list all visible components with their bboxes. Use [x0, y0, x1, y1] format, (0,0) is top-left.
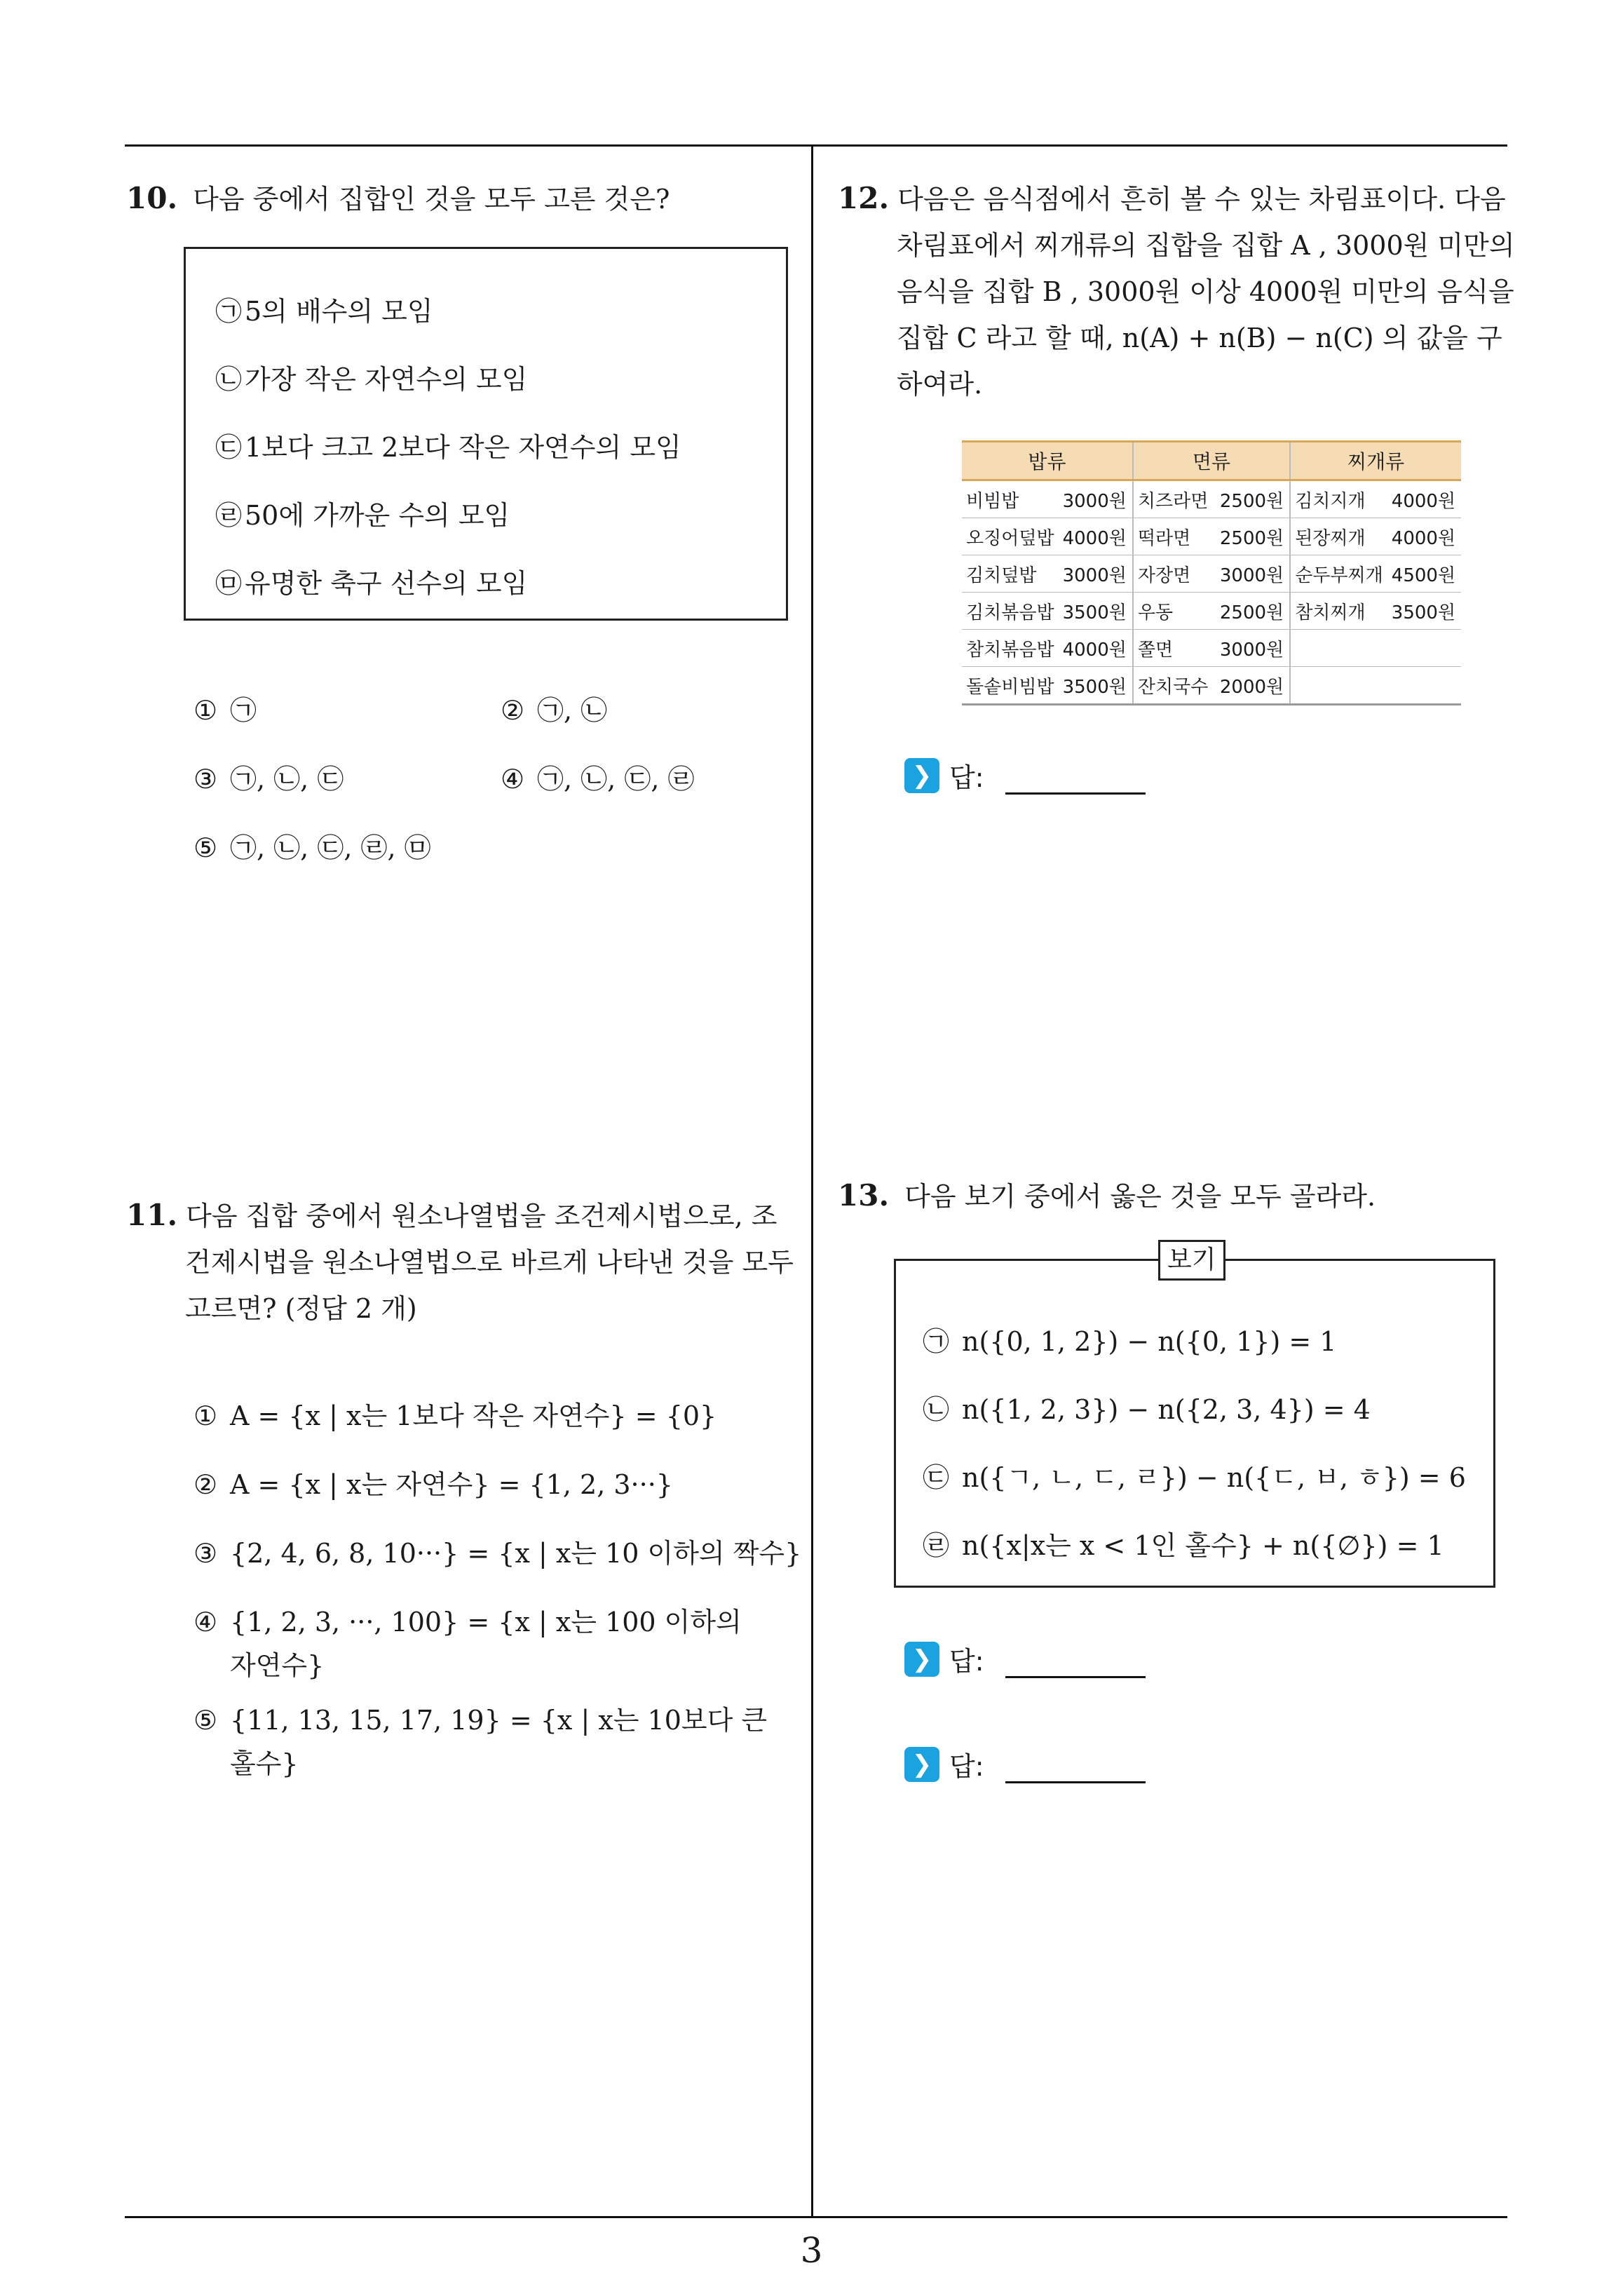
- answer-blank[interactable]: [1005, 764, 1146, 795]
- bottom-rule: [125, 2216, 1507, 2218]
- q11-line: 고르면? (정답 2 개): [185, 1293, 417, 1324]
- q12-line: 집합 C 라고 할 때, n(A) + n(B) − n(C) 의 값을 구: [897, 323, 1502, 353]
- q10-item-box: [184, 247, 788, 621]
- q13-text: 다음 보기 중에서 옳은 것을 모두 골라라.: [904, 1181, 1376, 1212]
- menu-header-noodle: 면류: [1133, 442, 1290, 480]
- q13-prompt: [838, 1173, 1376, 1220]
- q11-line: 건제시법을 원소나열법으로 바르게 나타낸 것을 모두: [185, 1247, 794, 1278]
- table-row: 오징어덮밥 4000원 떡라면 2500원 된장찌개 4000원: [962, 518, 1461, 555]
- q11-choice-3[interactable]: ③ {2, 4, 6, 8, 10···} = {x | x는 10 이하의 짝수}: [193, 1538, 802, 1569]
- q11-choice-1[interactable]: ① A = {x | x는 1보다 작은 자연수} = {0}: [193, 1400, 717, 1431]
- q12-line: 차림표에서 찌개류의 집합을 집합 A , 3000원 미만의: [897, 230, 1515, 261]
- answer-blank[interactable]: [1005, 1753, 1146, 1783]
- q13-number: 13.: [838, 1178, 890, 1213]
- table-row: 김치볶음밥 3500원 우동 2500원 참치찌개 3500원: [962, 593, 1461, 630]
- menu-table: [962, 440, 1461, 705]
- q12-line: 음식을 집합 B , 3000원 이상 4000원 미만의 음식을: [897, 276, 1514, 307]
- menu-header-bap: 밥류: [962, 442, 1133, 480]
- q12-line: 하여라.: [897, 369, 983, 400]
- q13-answer-1[interactable]: [904, 1640, 1146, 1678]
- q10-choice-1[interactable]: ① ㉠: [193, 695, 257, 726]
- q11-choice-4[interactable]: ④ {1, 2, 3, ···, 100} = {x | x는 100 이하의 자연수}: [193, 1607, 742, 1681]
- q13-answer-2[interactable]: [904, 1745, 1146, 1783]
- q10-choice-3[interactable]: ③ ㉠, ㉡, ㉢: [193, 764, 344, 795]
- answer-label: 답:: [949, 1646, 984, 1677]
- q10-box-item: ㉤ 유명한 축구 선수의 모임: [215, 568, 528, 599]
- answer-arrow-icon: ❯: [904, 1642, 939, 1677]
- q10-box-item: ㉠ 5의 배수의 모임: [215, 296, 433, 327]
- q12-number: 12.: [838, 181, 890, 215]
- menu-table-wrap: [962, 440, 1461, 705]
- q11-line: 다음 집합 중에서 원소나열법을 조건제시법으로, 조: [186, 1201, 777, 1231]
- q12-prompt: [838, 175, 1515, 407]
- q13-bogi-box: [894, 1259, 1495, 1588]
- q11-choice-5[interactable]: ⑤ {11, 13, 15, 17, 19} = {x | x는 10보다 큰 홀수}: [193, 1705, 768, 1779]
- q12-answer[interactable]: [904, 756, 1146, 795]
- answer-blank[interactable]: [1005, 1648, 1146, 1678]
- column-divider: [811, 144, 813, 2218]
- table-row: 참치볶음밥 4000원 쫄면 3000원: [962, 630, 1461, 667]
- bogi-label: 보기: [1158, 1240, 1225, 1281]
- q10-choice-5[interactable]: ⑤ ㉠, ㉡, ㉢, ㉣, ㉤: [193, 832, 431, 863]
- answer-label: 답:: [949, 1751, 984, 1782]
- page-number: 3: [800, 2230, 823, 2271]
- answer-arrow-icon: ❯: [904, 758, 939, 793]
- q11-prompt: [126, 1192, 799, 1332]
- answer-arrow-icon: ❯: [904, 1747, 939, 1782]
- top-rule: [125, 144, 1507, 147]
- q10-choice-4[interactable]: ④ ㉠, ㉡, ㉢, ㉣: [501, 764, 695, 795]
- q10-box-item: ㉢ 1보다 크고 2보다 작은 자연수의 모임: [215, 432, 681, 463]
- q10-box-item: ㉣ 50에 가까운 수의 모임: [215, 500, 510, 531]
- q11-choice-2[interactable]: ② A = {x | x는 자연수} = {1, 2, 3···}: [193, 1469, 673, 1500]
- table-row: 비빔밥 3000원 치즈라면 2500원 김치지개 4000원: [962, 480, 1461, 518]
- q13-bogi-item: ㉡ n({1, 2, 3}) − n({2, 3, 4}) = 4: [923, 1394, 1371, 1425]
- menu-header-row: [962, 442, 1461, 480]
- q10-box-item: ㉡ 가장 작은 자연수의 모임: [215, 364, 528, 395]
- q12-line: 다음은 음식점에서 흔히 볼 수 있는 차림표이다. 다음: [897, 184, 1506, 215]
- q11-number: 11.: [126, 1198, 178, 1232]
- q10-prompt: [126, 175, 670, 222]
- q13-bogi-item: ㉢ n({ㄱ, ㄴ, ㄷ, ㄹ}) − n({ㄷ, ㅂ, ㅎ}) = 6: [923, 1462, 1466, 1493]
- menu-header-stew: 찌개류: [1290, 442, 1461, 480]
- q10-text: 다음 중에서 집합인 것을 모두 고른 것은?: [193, 184, 670, 215]
- table-row: 김치덮밥 3000원 자장면 3000원 순두부찌개 4500원: [962, 555, 1461, 593]
- answer-label: 답:: [949, 762, 984, 793]
- q13-bogi-item: ㉣ n({x|x는 x < 1인 홀수} + n({∅}) = 1: [923, 1530, 1444, 1561]
- q10-choice-2[interactable]: ② ㉠, ㉡: [501, 695, 608, 726]
- table-row: 돌솥비빔밥 3500원 잔치국수 2000원: [962, 667, 1461, 705]
- q10-number: 10.: [126, 181, 178, 215]
- q13-bogi-item: ㉠ n({0, 1, 2}) − n({0, 1}) = 1: [923, 1326, 1337, 1357]
